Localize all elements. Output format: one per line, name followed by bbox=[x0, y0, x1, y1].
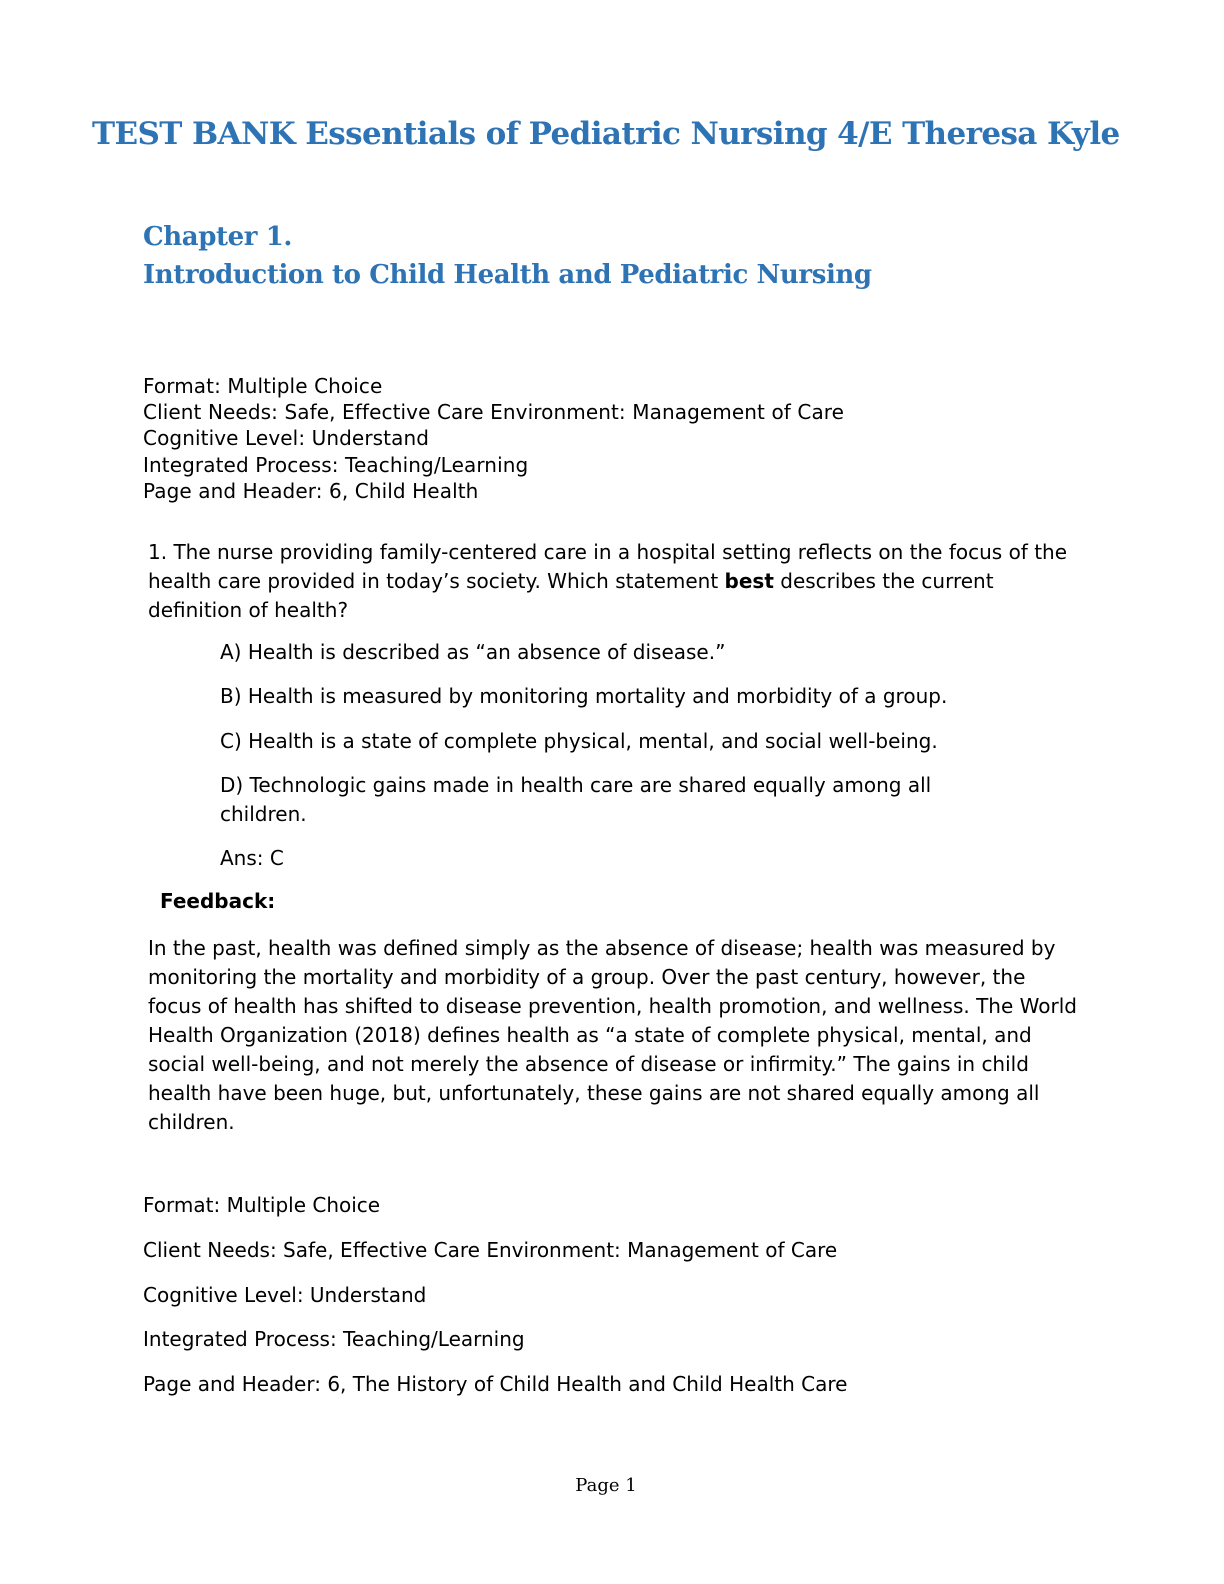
option-a: A) Health is described as “an absence of disease.” bbox=[220, 640, 726, 664]
chapter-title: Introduction to Child Health and Pediatric Nursing bbox=[143, 260, 872, 290]
q2-client-needs: Client Needs: Safe, Effective Care Environment: Management of Care bbox=[143, 1238, 838, 1262]
page-number: Page 1 bbox=[575, 1475, 637, 1496]
feedback-label: Feedback: bbox=[160, 889, 276, 913]
q1-integrated-process: Integrated Process: Teaching/Learning bbox=[143, 453, 529, 477]
question-stem-emphasis: best bbox=[724, 569, 774, 593]
question-1-stem bbox=[148, 538, 1088, 625]
q1-client-needs: Client Needs: Safe, Effective Care Environment: Management of Care bbox=[143, 400, 845, 424]
q2-page-header: Page and Header: 6, The History of Child Health and Child Health Care bbox=[143, 1372, 848, 1396]
option-b: B) Health is measured by monitoring mortality and morbidity of a group. bbox=[220, 684, 948, 708]
answer: Ans: C bbox=[220, 846, 284, 870]
q1-format: Format: Multiple Choice bbox=[143, 374, 383, 398]
option-d: D) Technologic gains made in health care are shared equally among all children. bbox=[220, 773, 932, 826]
document-title: TEST BANK Essentials of Pediatric Nursing 4/E Theresa Kyle bbox=[92, 116, 1120, 152]
q2-cognitive-level: Cognitive Level: Understand bbox=[143, 1283, 427, 1307]
chapter-number: Chapter 1. bbox=[143, 222, 293, 252]
q1-cognitive-level: Cognitive Level: Understand bbox=[143, 426, 430, 450]
question-stem-text-end: describes the current definition of health? bbox=[148, 569, 994, 622]
feedback-text: In the past, health was defined simply as the absence of disease; health was measured by monitoring the mortality and morbidity of a group. Over the past century, however, the focus of health has shifted to disease prevention, health promotion, and wellness. The World Health Organization (2018) defines health as “a state of complete physical, mental, and social well-being, and not merely the absence of disease or infirmity.” The gains in child health have been huge, but, unfortunately, these gains are not shared equally among all children. bbox=[148, 936, 1077, 1134]
question-stem-text: 1. The nurse providing family-centered care in a hospital setting reflects on the focus of the health care provided in today’s society. Which statement bbox=[148, 540, 1068, 593]
q2-integrated-process: Integrated Process: Teaching/Learning bbox=[143, 1327, 525, 1351]
q2-format: Format: Multiple Choice bbox=[143, 1193, 381, 1217]
option-c: C) Health is a state of complete physical, mental, and social well-being. bbox=[220, 729, 938, 753]
q1-page-header: Page and Header: 6, Child Health bbox=[143, 479, 479, 503]
